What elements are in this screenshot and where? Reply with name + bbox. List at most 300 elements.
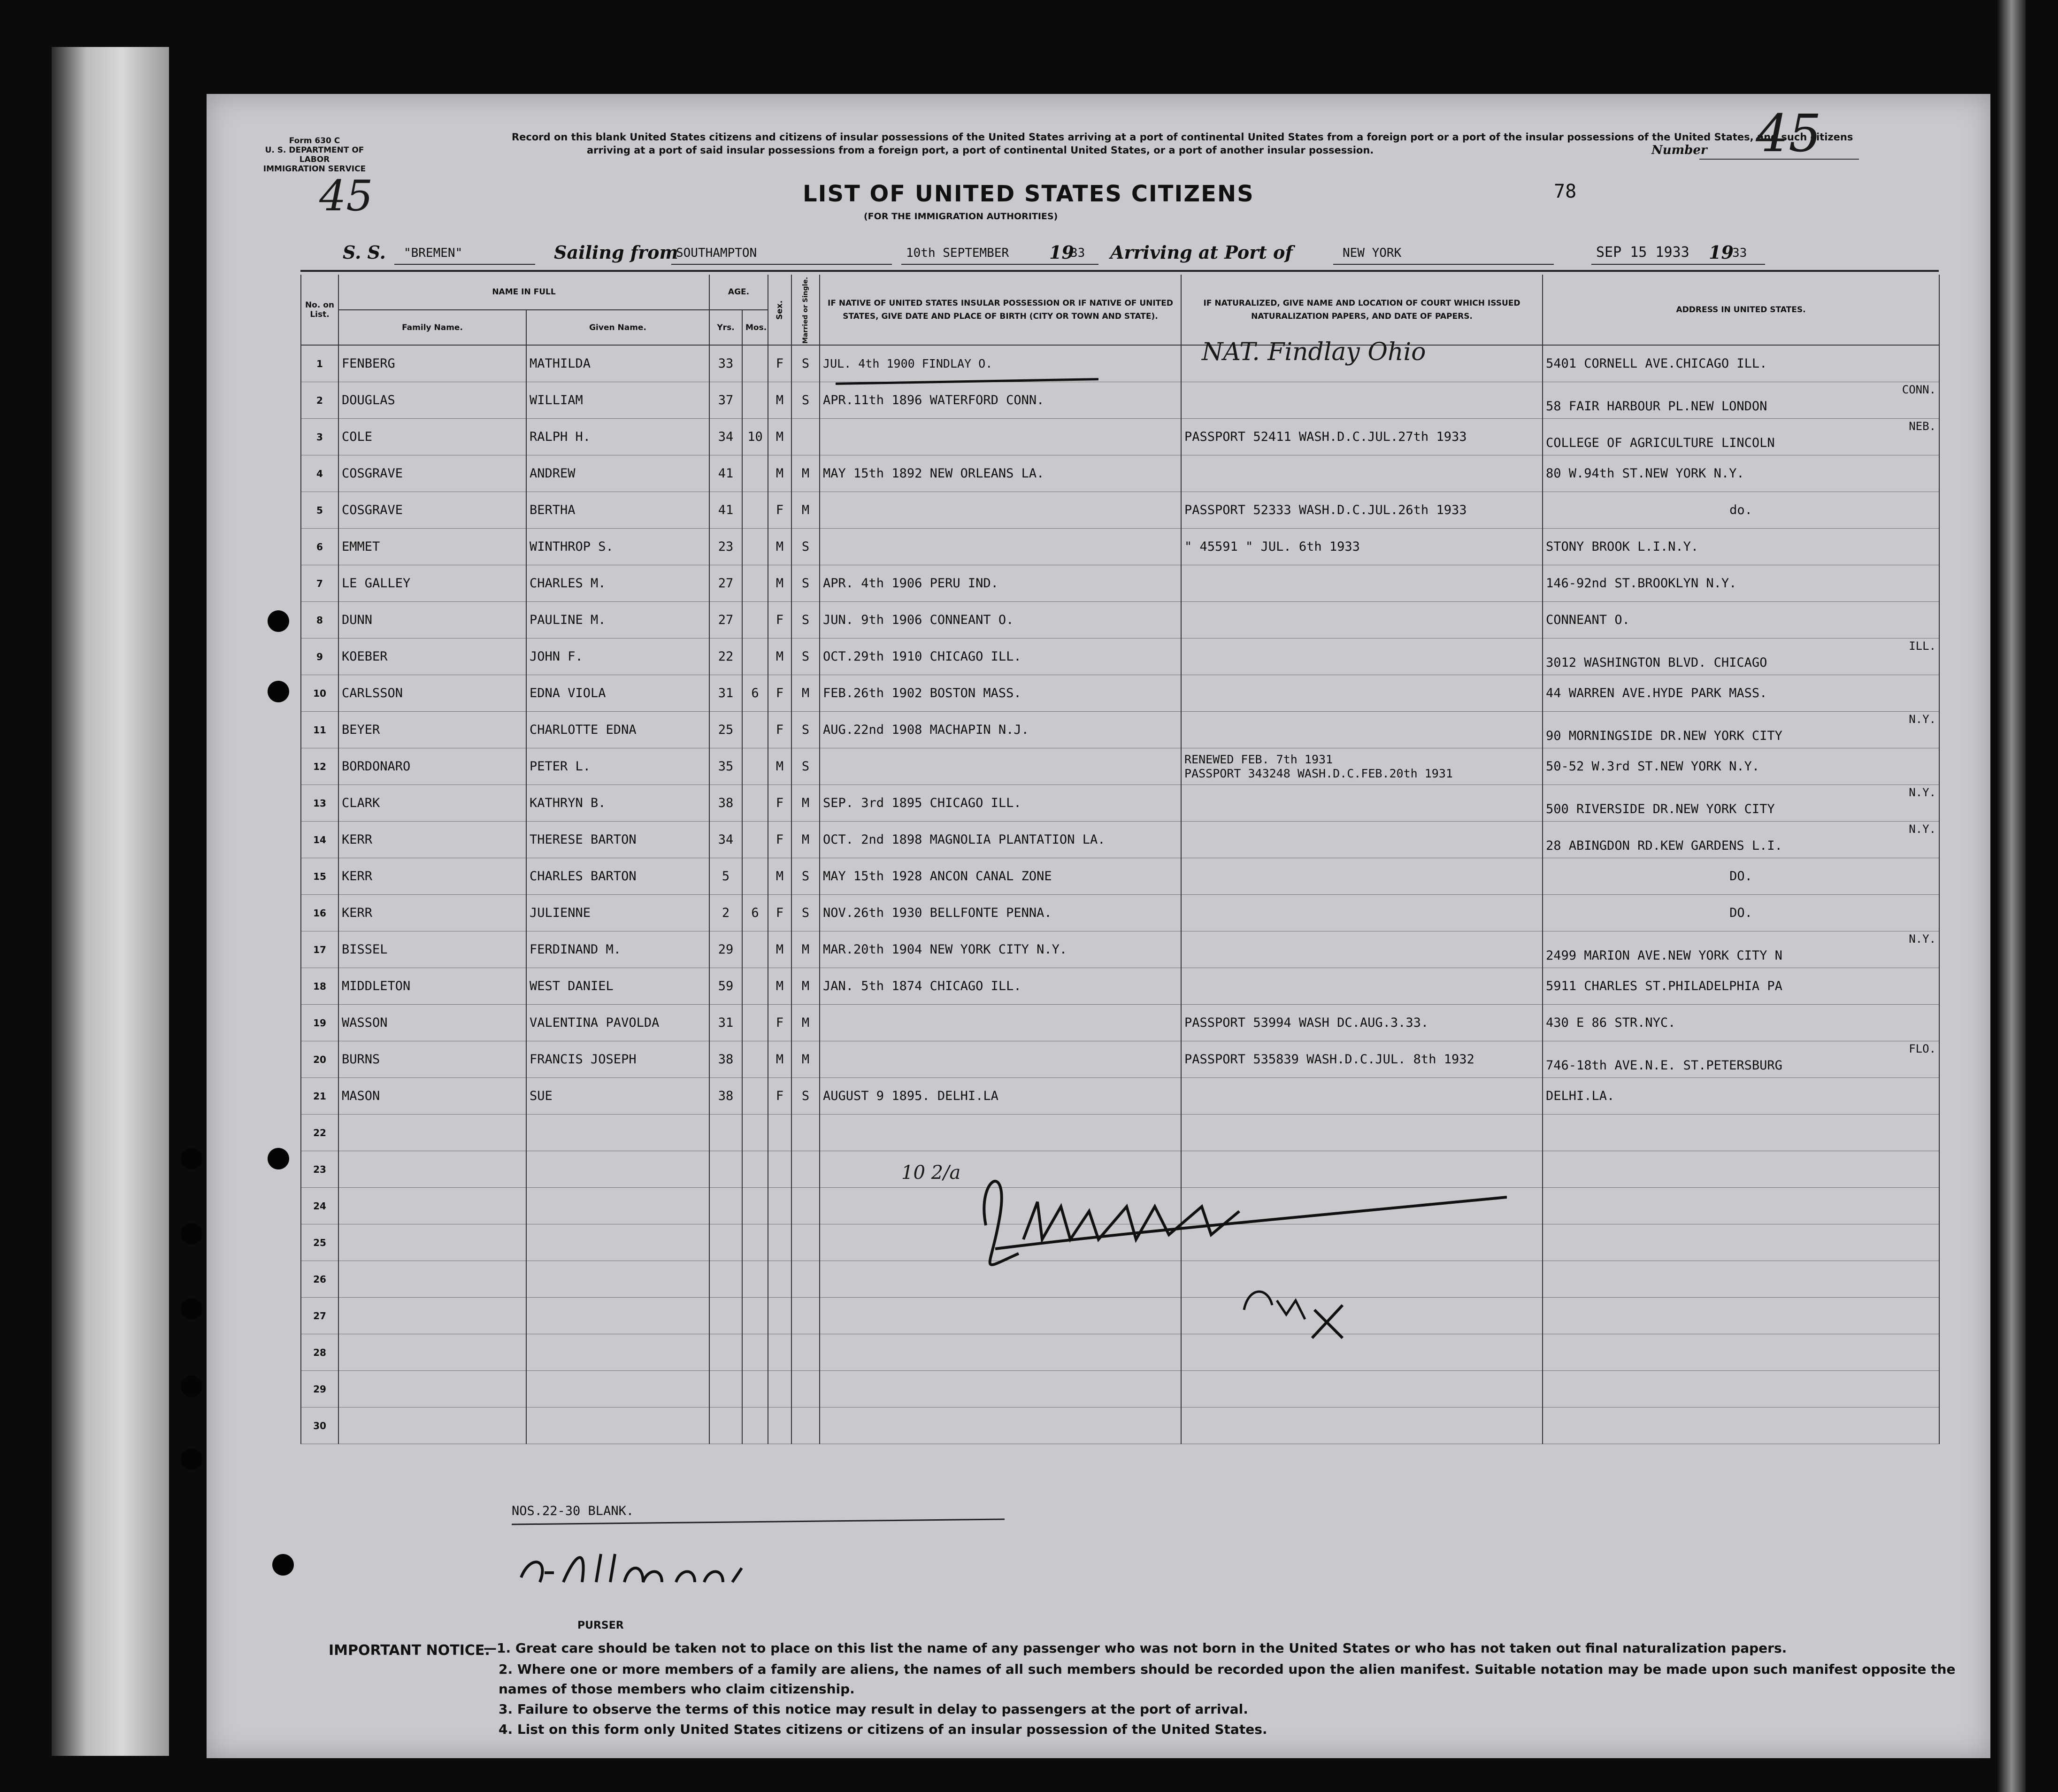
table-row — [301, 565, 1939, 602]
age-years — [709, 1371, 742, 1407]
family-name: MASON — [338, 1078, 526, 1115]
age-months: 6 — [742, 675, 768, 712]
address-line: 746-18th AVE.N.E. ST.PETERSBURG — [1546, 1058, 1782, 1073]
age-months — [742, 1298, 768, 1334]
given-name: SUE — [526, 1078, 709, 1115]
marital-status — [791, 1334, 820, 1371]
birth-info: JAN. 5th 1874 CHICAGO ILL. — [820, 968, 1181, 1005]
table-row — [301, 785, 1939, 822]
marital-status — [791, 1298, 820, 1334]
address-state: FLO. — [1909, 1042, 1936, 1055]
marital-status — [791, 419, 820, 455]
address: 430 E 86 STR.NYC. — [1543, 1005, 1939, 1041]
sex: M — [768, 1041, 791, 1078]
naturalization-info — [1181, 931, 1543, 968]
row-number: 16 — [301, 895, 338, 931]
naturalization-info — [1181, 638, 1543, 675]
family-name — [338, 1407, 526, 1444]
header-given: Given Name. — [526, 310, 709, 345]
row-number: 9 — [301, 638, 338, 675]
birth-info — [820, 1005, 1181, 1041]
birth-info — [820, 529, 1181, 565]
given-name: MATHILDA — [526, 345, 709, 382]
given-name: WEST DANIEL — [526, 968, 709, 1005]
marital-status: S — [791, 748, 820, 785]
arrival-stamp-date: SEP 15 1933 — [1596, 244, 1689, 261]
family-name: BEYER — [338, 712, 526, 748]
marital-status — [791, 1371, 820, 1407]
age-months — [742, 455, 768, 492]
age-months — [742, 1261, 768, 1298]
binder-hole — [268, 681, 289, 702]
sex — [768, 1298, 791, 1334]
table-row — [301, 419, 1939, 455]
address — [1543, 1115, 1939, 1151]
age-years: 38 — [709, 1041, 742, 1078]
given-name: PAULINE M. — [526, 602, 709, 638]
marital-status: M — [791, 492, 820, 529]
given-name: ANDREW — [526, 455, 709, 492]
family-name: WASSON — [338, 1005, 526, 1041]
age-years: 2 — [709, 895, 742, 931]
table-row — [301, 968, 1939, 1005]
marital-status: S — [791, 565, 820, 602]
handwritten-naturalization: NAT. Findlay Ohio — [1202, 338, 1426, 366]
address: DO. — [1543, 895, 1939, 931]
given-name — [526, 1407, 709, 1444]
address: 80 W.94th ST.NEW YORK N.Y. — [1543, 455, 1939, 492]
table-row — [301, 455, 1939, 492]
department: U. S. DEPARTMENT OF LABOR — [265, 146, 364, 164]
sex — [768, 1334, 791, 1371]
address-state: NEB. — [1909, 420, 1936, 433]
number-label: Number — [1651, 143, 1707, 157]
address: do. — [1543, 492, 1939, 529]
naturalization-info — [1181, 712, 1543, 748]
binder-hole — [272, 1554, 294, 1576]
age-months — [742, 1078, 768, 1115]
given-name — [526, 1224, 709, 1261]
age-months — [742, 1334, 768, 1371]
birth-info: OCT. 2nd 1898 MAGNOLIA PLANTATION LA. — [820, 822, 1181, 858]
sex: M — [768, 748, 791, 785]
age-months — [742, 785, 768, 822]
notice-item-2: 2. Where one or more members of a family are aliens, the names of all such members should be recorded upon the alien manifest. Suitable notation may be made upon such manifest opposite the names of those members who claim citizenship. — [499, 1661, 1956, 1697]
row-number: 2 — [301, 382, 338, 419]
age-months — [742, 822, 768, 858]
naturalization-info: PASSPORT 52333 WASH.D.C.JUL.26th 1933 — [1181, 492, 1543, 529]
address-line: 500 RIVERSIDE DR.NEW YORK CITY — [1546, 802, 1775, 816]
row-number: 14 — [301, 822, 338, 858]
age-years — [709, 1334, 742, 1371]
naturalization-info — [1181, 675, 1543, 712]
family-name: BISSEL — [338, 931, 526, 968]
row-number: 6 — [301, 529, 338, 565]
voyage-line — [343, 242, 386, 263]
family-name: KERR — [338, 858, 526, 895]
address: DELHI.LA. — [1543, 1078, 1939, 1115]
marital-status: S — [791, 529, 820, 565]
row-number: 20 — [301, 1041, 338, 1078]
row-number: 15 — [301, 858, 338, 895]
naturalization-info: " 45591 " JUL. 6th 1933 — [1181, 529, 1543, 565]
given-name: BERTHA — [526, 492, 709, 529]
age-years: 59 — [709, 968, 742, 1005]
given-name — [526, 1151, 709, 1188]
row-number: 28 — [301, 1334, 338, 1371]
address: 44 WARREN AVE.HYDE PARK MASS. — [1543, 675, 1939, 712]
row-number: 19 — [301, 1005, 338, 1041]
corner-handwriting: 45 — [319, 171, 373, 221]
family-name — [338, 1371, 526, 1407]
given-name: CHARLES BARTON — [526, 858, 709, 895]
marital-status: S — [791, 858, 820, 895]
address: 5401 CORNELL AVE.CHICAGO ILL. — [1543, 345, 1939, 382]
table-row — [301, 675, 1939, 712]
address-state: N.Y. — [1909, 713, 1936, 726]
film-edge-right — [1997, 0, 2026, 1792]
age-years: 25 — [709, 712, 742, 748]
age-years: 29 — [709, 931, 742, 968]
naturalization-info — [1181, 785, 1543, 822]
table-row — [301, 1005, 1939, 1041]
film-edge-left — [52, 47, 169, 1756]
given-name — [526, 1298, 709, 1334]
sex: M — [768, 455, 791, 492]
family-name: DOUGLAS — [338, 382, 526, 419]
sex — [768, 1115, 791, 1151]
notice-item-3: 3. Failure to observe the terms of this notice may result in delay to passengers at the port of arrival. — [499, 1701, 1248, 1717]
header-no: No. on List. — [301, 275, 338, 345]
ss-label: S. S. — [343, 242, 386, 263]
marital-status — [791, 1261, 820, 1298]
sex: M — [768, 529, 791, 565]
address — [1543, 1334, 1939, 1371]
row-number: 26 — [301, 1261, 338, 1298]
birth-info: APR. 4th 1906 PERU IND. — [820, 565, 1181, 602]
address — [1543, 1298, 1939, 1334]
age-months — [742, 1188, 768, 1224]
age-months — [742, 529, 768, 565]
sex: F — [768, 822, 791, 858]
purser-label: PURSER — [577, 1620, 624, 1631]
naturalization-info — [1181, 895, 1543, 931]
table-row — [301, 1078, 1939, 1115]
header-naturalized: IF NATURALIZED, GIVE NAME AND LOCATION OF COURT WHICH ISSUED NATURALIZATION PAPERS, AND DATE OF PAPERS. — [1181, 275, 1543, 345]
blank-rows-line — [512, 1519, 1005, 1525]
marital-status: S — [791, 345, 820, 382]
signature-note: 10 2/a — [901, 1162, 961, 1184]
row-number: 12 — [301, 748, 338, 785]
family-name — [338, 1151, 526, 1188]
address — [1543, 1261, 1939, 1298]
address — [1543, 1041, 1939, 1078]
binder-hole — [268, 610, 289, 632]
address: 146-92nd ST.BROOKLYN N.Y. — [1543, 565, 1939, 602]
age-years: 41 — [709, 492, 742, 529]
given-name: CHARLOTTE EDNA — [526, 712, 709, 748]
birth-info: APR.11th 1896 WATERFORD CONN. — [820, 382, 1181, 419]
address: DO. — [1543, 858, 1939, 895]
family-name: BORDONARO — [338, 748, 526, 785]
age-years: 38 — [709, 1078, 742, 1115]
row-number: 10 — [301, 675, 338, 712]
ship-name: "BREMEN" — [404, 246, 463, 260]
header-age: AGE. — [709, 275, 768, 310]
row-number: 8 — [301, 602, 338, 638]
header-family: Family Name. — [338, 310, 526, 345]
table-top-rule — [300, 270, 1939, 272]
age-years: 33 — [709, 345, 742, 382]
family-name — [338, 1298, 526, 1334]
address — [1543, 822, 1939, 858]
family-name — [338, 1334, 526, 1371]
binder-hole — [181, 1298, 202, 1320]
family-name: COSGRAVE — [338, 455, 526, 492]
sailing-underline — [671, 264, 892, 265]
number-value: 45 — [1756, 103, 1821, 163]
birth-info: MAY 15th 1892 NEW ORLEANS LA. — [820, 455, 1181, 492]
naturalization-info — [1181, 968, 1543, 1005]
age-years: 41 — [709, 455, 742, 492]
age-months — [742, 931, 768, 968]
row-number: 18 — [301, 968, 338, 1005]
birth-info — [820, 419, 1181, 455]
family-name — [338, 1224, 526, 1261]
family-name: MIDDLETON — [338, 968, 526, 1005]
address-line: 2499 MARION AVE.NEW YORK CITY N — [1546, 948, 1782, 963]
age-years: 37 — [709, 382, 742, 419]
age-months — [742, 748, 768, 785]
table-row — [301, 345, 1939, 382]
address-state: N.Y. — [1909, 786, 1936, 799]
binder-hole — [181, 1376, 202, 1397]
signature-purser — [516, 1545, 779, 1596]
marital-status — [791, 1115, 820, 1151]
given-name: PETER L. — [526, 748, 709, 785]
age-years — [709, 1298, 742, 1334]
header-mos: Mos. — [742, 310, 768, 345]
sex: M — [768, 419, 791, 455]
sex — [768, 1224, 791, 1261]
row-number: 21 — [301, 1078, 338, 1115]
naturalization-info — [1181, 858, 1543, 895]
age-months — [742, 492, 768, 529]
address — [1543, 1151, 1939, 1188]
age-years: 34 — [709, 419, 742, 455]
table-row — [301, 638, 1939, 675]
birth-info: FEB.26th 1902 BOSTON MASS. — [820, 675, 1181, 712]
address-state: N.Y. — [1909, 823, 1936, 836]
naturalization-line: PASSPORT 343248 WASH.D.C.FEB.20th 1931 — [1184, 766, 1453, 780]
family-name: COSGRAVE — [338, 492, 526, 529]
birth-info: NOV.26th 1930 BELLFONTE PENNA. — [820, 895, 1181, 931]
given-name — [526, 1115, 709, 1151]
age-years: 27 — [709, 602, 742, 638]
marital-status: S — [791, 895, 820, 931]
family-name: BURNS — [338, 1041, 526, 1078]
service: IMMIGRATION SERVICE — [263, 164, 366, 174]
marital-status: M — [791, 455, 820, 492]
address — [1543, 1371, 1939, 1407]
age-months — [742, 565, 768, 602]
header-birth: IF NATIVE OF UNITED STATES INSULAR POSSESSION OR IF NATIVE OF UNITED STATES, GIVE DATE AND PLACE OF BIRTH (CITY OR TOWN AND STATE). — [820, 275, 1181, 345]
header-married: Married or Single. — [791, 275, 820, 345]
given-name: FRANCIS JOSEPH — [526, 1041, 709, 1078]
age-months — [742, 1115, 768, 1151]
form-id-block — [258, 136, 371, 174]
binder-hole — [268, 1148, 289, 1169]
date-underline — [901, 264, 1098, 265]
sex — [768, 1188, 791, 1224]
sex — [768, 1407, 791, 1444]
given-name: THERESE BARTON — [526, 822, 709, 858]
sex — [768, 1371, 791, 1407]
row-number: 27 — [301, 1298, 338, 1334]
age-months — [742, 1005, 768, 1041]
address: CONNEANT O. — [1543, 602, 1939, 638]
address: 50-52 W.3rd ST.NEW YORK N.Y. — [1543, 748, 1939, 785]
sex: M — [768, 638, 791, 675]
address — [1543, 638, 1939, 675]
sex: F — [768, 1078, 791, 1115]
address-state: N.Y. — [1909, 932, 1936, 946]
notice-item-1: —1. Great care should be taken not to place on this list the name of any passenger who was not born in the United States or who has not taken out final naturalization papers. — [484, 1640, 1787, 1656]
address-state: CONN. — [1902, 383, 1936, 396]
row-number: 22 — [301, 1115, 338, 1151]
birth-info: OCT.29th 1910 CHICAGO ILL. — [820, 638, 1181, 675]
given-name: JOHN F. — [526, 638, 709, 675]
family-name: KERR — [338, 895, 526, 931]
sex: F — [768, 712, 791, 748]
age-months — [742, 968, 768, 1005]
table-row — [301, 492, 1939, 529]
address — [1543, 785, 1939, 822]
arriving-year: 33 — [1732, 246, 1747, 260]
birth-info: SEP. 3rd 1895 CHICAGO ILL. — [820, 785, 1181, 822]
arriving-year-prefix: 19 — [1709, 242, 1734, 263]
given-name: RALPH H. — [526, 419, 709, 455]
naturalization-line: RENEWED FEB. 7th 1931 — [1184, 752, 1333, 766]
table-row — [301, 382, 1939, 419]
row-number: 13 — [301, 785, 338, 822]
naturalization-info: PASSPORT 53994 WASH DC.AUG.3.33. — [1181, 1005, 1543, 1041]
address: 5911 CHARLES ST.PHILADELPHIA PA — [1543, 968, 1939, 1005]
marital-status: S — [791, 602, 820, 638]
given-name: WINTHROP S. — [526, 529, 709, 565]
birth-info: JUL. 4th 1900 FINDLAY O. — [820, 345, 1181, 382]
row-number: 7 — [301, 565, 338, 602]
row-number: 3 — [301, 419, 338, 455]
header-address: ADDRESS IN UNITED STATES. — [1543, 275, 1939, 345]
page-subtitle: (FOR THE IMMIGRATION AUTHORITIES) — [864, 211, 1058, 222]
marital-status: M — [791, 675, 820, 712]
address: STONY BROOK L.I.N.Y. — [1543, 529, 1939, 565]
header-sex: Sex. — [768, 275, 791, 345]
naturalization-info: PASSPORT 52411 WASH.D.C.JUL.27th 1933 — [1181, 419, 1543, 455]
table-row — [301, 529, 1939, 565]
naturalization-info — [1181, 748, 1543, 785]
given-name: FERDINAND M. — [526, 931, 709, 968]
age-years — [709, 1188, 742, 1224]
age-months: 10 — [742, 419, 768, 455]
given-name — [526, 1371, 709, 1407]
family-name: KERR — [338, 822, 526, 858]
form-id: Form 630 C — [289, 136, 340, 146]
naturalization-info: PASSPORT 535839 WASH.D.C.JUL. 8th 1932 — [1181, 1041, 1543, 1078]
table-row — [301, 748, 1939, 785]
age-years: 34 — [709, 822, 742, 858]
port-underline — [1333, 264, 1554, 265]
table-row — [301, 602, 1939, 638]
address-line: 90 MORNINGSIDE DR.NEW YORK CITY — [1546, 729, 1782, 743]
age-years — [709, 1407, 742, 1444]
marital-status: S — [791, 712, 820, 748]
marital-status: M — [791, 1041, 820, 1078]
age-months — [742, 345, 768, 382]
address — [1543, 1407, 1939, 1444]
sex: F — [768, 675, 791, 712]
sex — [768, 1151, 791, 1188]
birth-info: MAR.20th 1904 NEW YORK CITY N.Y. — [820, 931, 1181, 968]
sex: F — [768, 602, 791, 638]
sex: F — [768, 785, 791, 822]
instructions: Record on this blank United States citizens and citizens of insular possessions of the United States arriving at a port of continental United States from a foreign port or a port of the insular possessions of the United States, and such citizens arriving at a port of said insular possessions from a foreign port, a port of continental United States, or a port of another insular possession. — [512, 131, 1853, 156]
page-mark: 78 — [1554, 181, 1577, 202]
age-years — [709, 1224, 742, 1261]
age-months: 6 — [742, 895, 768, 931]
arriving-port: NEW YORK — [1343, 246, 1402, 260]
naturalization-info — [1181, 822, 1543, 858]
address-line: 58 FAIR HARBOUR PL.NEW LONDON — [1546, 399, 1767, 414]
marital-status: M — [791, 968, 820, 1005]
family-name: FENBERG — [338, 345, 526, 382]
sailing-year-prefix: 19 — [1049, 242, 1074, 263]
naturalization-info — [1181, 1407, 1543, 1444]
marital-status: S — [791, 382, 820, 419]
sex: M — [768, 931, 791, 968]
binder-hole — [181, 1448, 202, 1470]
row-number: 23 — [301, 1151, 338, 1188]
birth-info: AUGUST 9 1895. DELHI.LA — [820, 1078, 1181, 1115]
binder-hole — [181, 1148, 202, 1169]
sex: F — [768, 1005, 791, 1041]
age-years: 23 — [709, 529, 742, 565]
sex: F — [768, 345, 791, 382]
family-name: CLARK — [338, 785, 526, 822]
notice-item-4: 4. List on this form only United States citizens or citizens of an insular possession of the United States. — [499, 1722, 1267, 1737]
age-months — [742, 382, 768, 419]
given-name: KATHRYN B. — [526, 785, 709, 822]
marital-status: M — [791, 822, 820, 858]
header-name: NAME IN FULL — [338, 275, 709, 310]
header-yrs: Yrs. — [709, 310, 742, 345]
sex: M — [768, 858, 791, 895]
marital-status: S — [791, 638, 820, 675]
sailing-year: 33 — [1070, 246, 1085, 260]
table-row — [301, 1407, 1939, 1444]
age-years: 5 — [709, 858, 742, 895]
age-months — [742, 602, 768, 638]
marital-status — [791, 1407, 820, 1444]
given-name: VALENTINA PAVOLDA — [526, 1005, 709, 1041]
row-number: 5 — [301, 492, 338, 529]
address — [1543, 712, 1939, 748]
address-state: ILL. — [1909, 639, 1936, 653]
age-years — [709, 1115, 742, 1151]
birth-info — [820, 1041, 1181, 1078]
table-row — [301, 858, 1939, 895]
